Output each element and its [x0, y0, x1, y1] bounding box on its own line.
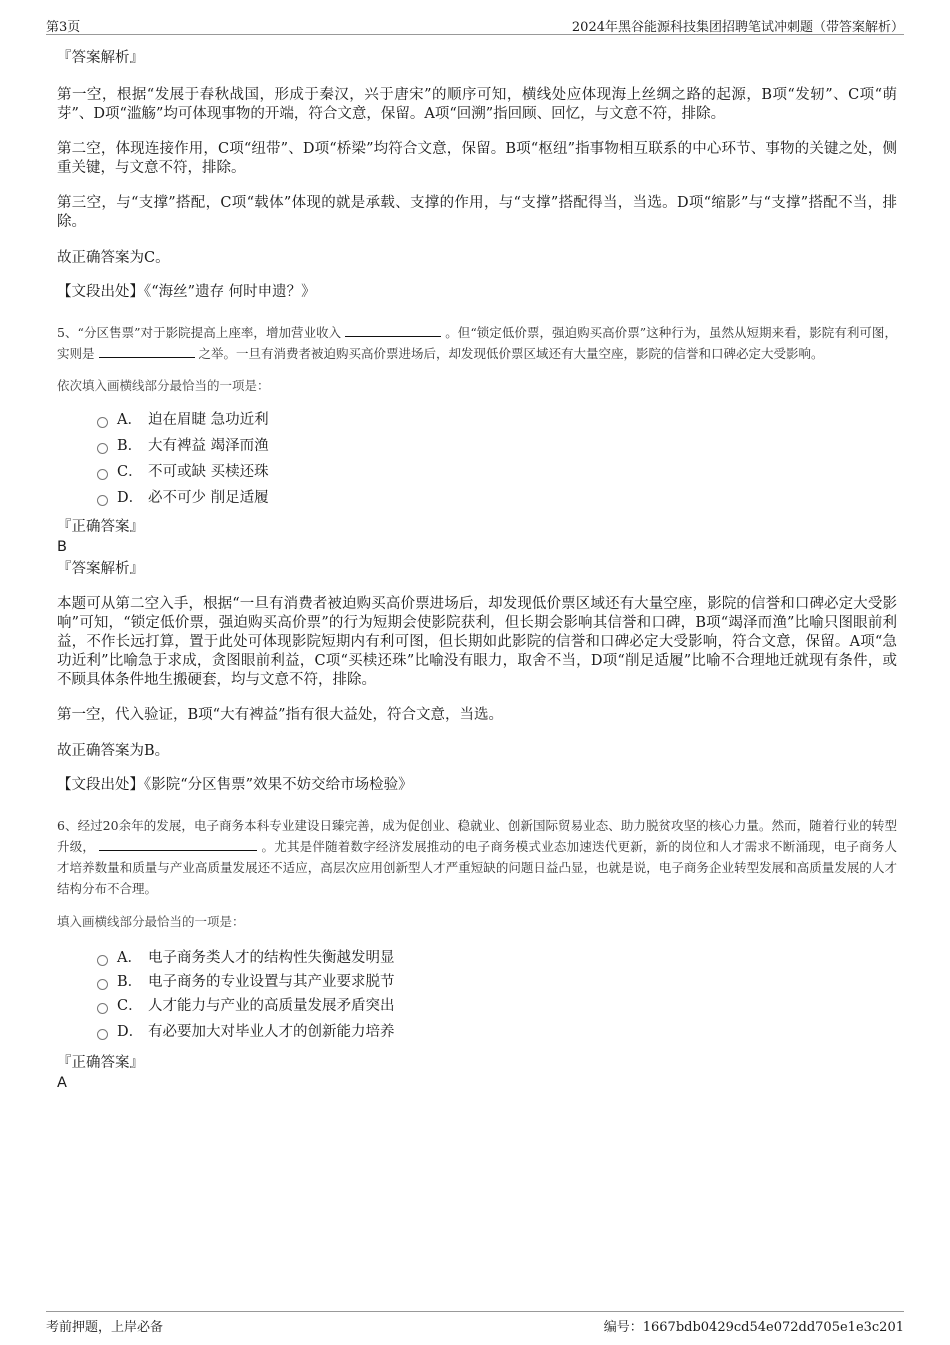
option-c[interactable]: C． 人才能力与产业的高质量发展矛盾突出	[97, 993, 897, 1019]
q5-options	[97, 407, 897, 511]
option-b[interactable]: B． 大有裨益 竭泽而渔	[97, 433, 897, 459]
correct-answer-label: 『正确答案』	[57, 1055, 144, 1071]
page-header	[46, 14, 904, 35]
footer-slogan: 考前押题，上岸必备	[46, 1320, 164, 1335]
radio-icon[interactable]	[97, 1029, 108, 1040]
page-content	[57, 44, 897, 1092]
analysis-paragraph: 第一空，代入验证，B项“大有裨益”指有很大益处，符合文意，当选。	[57, 707, 503, 723]
page-footer	[46, 1311, 904, 1335]
analysis-paragraph: 本题可从第二空入手，根据“一旦有消费者被迫购买高价票进场后，却发现低价票区域还有大量空座，影院的信誉和口碑必定大受影响”可知，“锁定低价票，强迫购买高价票”的行为短期会使影院获利，但长期会影响其信誉和口碑，B项“竭泽而渔”比喻只图眼前利益，不作长远打算，置于此处可体现影院短期内有利可图，但长期如此影院的信誉和口碑必定大受影响，符合文意，保留。A项“急功近利”比喻急于求成，贪图眼前利益，C项“买椟还珠”比喻没有眼力，取舍不当，D项“削足适履”比喻不合理地迁就现有条件，或不顾具体条件地生搬硬套，均与文意不符，排除。	[57, 596, 897, 688]
radio-icon[interactable]	[97, 443, 108, 454]
option-c[interactable]: C． 不可或缺 买椟还珠	[97, 459, 897, 485]
answer-blank	[99, 345, 195, 358]
correct-answer: A	[57, 1075, 67, 1091]
option-b[interactable]: B． 电子商务的专业设置与其产业要求脱节	[97, 971, 897, 993]
q6-options	[97, 945, 897, 1045]
radio-icon[interactable]	[97, 417, 108, 428]
analysis-paragraph: 第二空，体现连接作用，C项“纽带”、D项“桥梁”均符合文意，保留。B项“枢纽”指事物相互联系的中心环节、事物的关键之处，侧重关键，与文意不符，排除。	[57, 141, 897, 176]
document-title: 2024年黑谷能源科技集团招聘笔试冲刺题（带答案解析）	[571, 20, 904, 35]
analysis-paragraph: 故正确答案为B。	[57, 743, 170, 759]
question-6-text: 6、经过20余年的发展，电子商务本科专业建设日臻完善，成为促创业、稳就业、创新国际贸易业态、助力脱贫攻坚的核心力量。然而，随着行业的转型升级， 。尤其是伴随着数字经济发展推动的电子商务模式业态加速迭代更新，新的岗位和人才需求不断涌现，电子商务人才培养数量和质量与产业高质量发展还不适应，高层次应用创新型人才严重短缺的问题日益凸显，也就是说，电子商务企业转型发展和高质量发展的人才结构分布不合理。	[57, 818, 897, 896]
radio-icon[interactable]	[97, 495, 108, 506]
source-citation: 【文段出处】《“海丝”遗存 何时申遗？》	[57, 284, 316, 300]
analysis-paragraph: 第一空，根据“发展于春秋战国，形成于秦汉，兴于唐宋”的顺序可知，横线处应体现海上丝绸之路的起源，B项“发轫”、C项“萌芽”、D项“滥觞”均可体现事物的开端，符合文意，保留。A项“回溯”指回顾、回忆，与文意不符，排除。	[57, 87, 897, 122]
correct-answer: B	[57, 539, 67, 555]
option-a[interactable]: A． 迫在眉睫 急功近利	[97, 407, 897, 433]
radio-icon[interactable]	[97, 469, 108, 480]
footer-serial: 编号：1667bdb0429cd54e072dd705e1e3c201	[603, 1320, 904, 1335]
radio-icon[interactable]	[97, 979, 108, 990]
question-instruction: 填入画横线部分最恰当的一项是：	[57, 914, 245, 929]
option-d[interactable]: D． 有必要加大对毕业人才的创新能力培养	[97, 1019, 897, 1045]
analysis-paragraph: 故正确答案为C。	[57, 250, 170, 266]
source-citation: 【文段出处】《影院“分区售票”效果不妨交给市场检验》	[57, 777, 413, 793]
page-number: 第3页	[46, 20, 81, 35]
analysis-label: 『答案解析』	[57, 50, 144, 66]
option-d[interactable]: D． 必不可少 削足适履	[97, 485, 897, 511]
answer-blank	[345, 324, 441, 337]
radio-icon[interactable]	[97, 955, 108, 966]
option-a[interactable]: A． 电子商务类人才的结构性失衡越发明显	[97, 945, 897, 971]
analysis-paragraph: 第三空，与“支撑”搭配，C项“载体”体现的就是承载、支撑的作用，与“支撑”搭配得当，当选。D项“缩影”与“支撑”搭配不当，排除。	[57, 195, 897, 230]
question-instruction: 依次填入画横线部分最恰当的一项是：	[57, 378, 270, 393]
correct-answer-label: 『正确答案』	[57, 519, 144, 535]
question-5-text: 5、“分区售票”对于影院提高上座率，增加营业收入 。但“锁定低价票，强迫购买高价票”这种行为，虽然从短期来看，影院有利可图，实则是 之举。一旦有消费者被迫购买高价票进场后，却发现低价票区域还有大量空座，影院的信誉和口碑必定大受影响。	[57, 325, 897, 361]
answer-blank	[99, 838, 257, 851]
analysis-label: 『答案解析』	[57, 561, 144, 577]
radio-icon[interactable]	[97, 1003, 108, 1014]
